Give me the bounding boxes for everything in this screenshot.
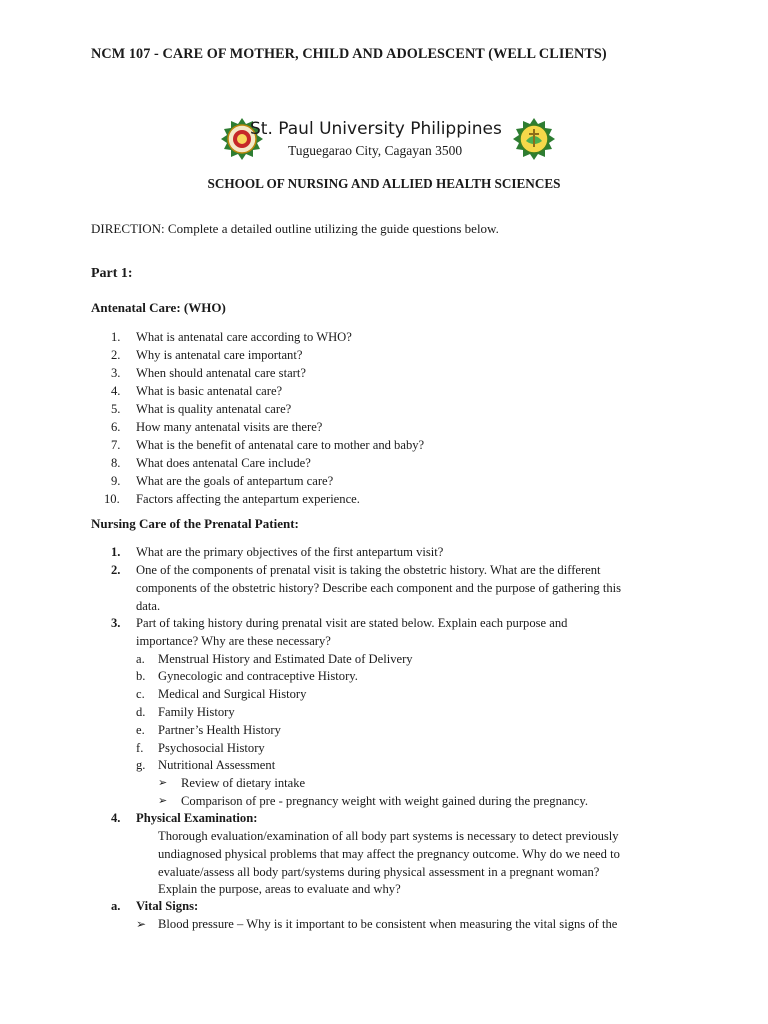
- sub-item-text: Medical and Surgical History: [158, 687, 307, 701]
- sub-item-text: Family History: [158, 705, 235, 719]
- blood-pressure-text: Blood pressure – Why is it important to be consistent when measuring the vital signs of the: [158, 917, 618, 931]
- part-title: Part 1:: [91, 266, 133, 281]
- sub-item-text: Menstrual History and Estimated Date of Delivery: [158, 652, 413, 666]
- list-item: 10. Factors affecting the antepartum experience.: [104, 492, 360, 506]
- sub-item-text: Nutritional Assessment: [158, 758, 276, 772]
- question-text-line: undiagnosed physical problems that may affect the pregnancy outcome. Why do we need to: [158, 847, 620, 861]
- course-title: NCM 107 - CARE OF MOTHER, CHILD AND ADOLESCENT (WELL CLIENTS): [91, 46, 607, 62]
- sub-item-text: Psychosocial History: [158, 741, 265, 755]
- list-item: 6. How many antenatal visits are there?: [111, 420, 323, 434]
- list-item: 8. What does antenatal Care include?: [111, 456, 311, 470]
- question-number: 1.: [111, 545, 121, 559]
- sub-item-letter: d.: [136, 705, 146, 719]
- question-number: 4.: [111, 811, 121, 825]
- question-text-line: components of the obstetric history? Describe each component and the purpose of gathering this: [136, 581, 622, 595]
- sub-item-letter: e.: [136, 723, 145, 737]
- school-seal-icon: [512, 117, 556, 161]
- list-item: 5. What is quality antenatal care?: [111, 402, 292, 416]
- antenatal-question-list: [91, 328, 424, 508]
- direction-text: DIRECTION: Complete a detailed outline utilizing the guide questions below.: [91, 221, 499, 236]
- list-item: 3. When should antenatal care start?: [111, 366, 306, 380]
- sub-item-text: Gynecologic and contraceptive History.: [158, 669, 358, 683]
- question-text-line: Part of taking history during prenatal visit are stated below. Explain each purpose and: [136, 616, 568, 630]
- list-item: 7. What is the benefit of antenatal care to mother and baby?: [111, 438, 425, 452]
- bullet-text: Review of dietary intake: [181, 776, 306, 790]
- arrow-bullet-icon: ➢: [158, 795, 168, 807]
- question-text-line: data.: [136, 599, 161, 613]
- sub-item-letter: g.: [136, 758, 146, 772]
- vital-signs-letter: a.: [111, 899, 121, 913]
- arrow-bullet-icon: ➢: [158, 777, 168, 789]
- question-number: 2.: [111, 563, 121, 577]
- question-text: What are the primary objectives of the first antepartum visit?: [136, 545, 444, 559]
- sub-item-letter: a.: [136, 652, 145, 666]
- antenatal-heading: Antenatal Care: (WHO): [91, 300, 226, 315]
- sub-item-text: Partner’s Health History: [158, 723, 281, 737]
- question-text-line: evaluate/assess all body part/systems during physical assessment in a pregnant woman?: [158, 865, 600, 879]
- university-city: Tuguegarao City, Cagayan 3500: [288, 143, 463, 158]
- school-name: SCHOOL OF NURSING AND ALLIED HEALTH SCIENCES: [207, 176, 561, 191]
- bullet-text: Comparison of pre - pregnancy weight with weight gained during the pregnancy.: [181, 794, 588, 808]
- list-item: 9. What are the goals of antepartum care?: [111, 474, 334, 488]
- list-item: 2. Why is antenatal care important?: [111, 348, 303, 362]
- question-text-line: One of the components of prenatal visit is taking the obstetric history. What are the different: [136, 563, 601, 577]
- sub-item-letter: c.: [136, 687, 145, 701]
- question-text-line: Thorough evaluation/examination of all body part systems is necessary to detect previously: [158, 829, 619, 843]
- vital-signs-title: Vital Signs:: [136, 899, 199, 913]
- list-item: 4. What is basic antenatal care?: [111, 384, 283, 398]
- question-text-line: Explain the purpose, areas to evaluate and why?: [158, 882, 401, 896]
- question-text-line: importance? Why are these necessary?: [136, 634, 331, 648]
- nursing-care-heading: Nursing Care of the Prenatal Patient:: [91, 516, 299, 531]
- sub-item-letter: b.: [136, 669, 146, 683]
- arrow-bullet-icon: ➢: [136, 917, 147, 931]
- physical-exam-title: Physical Examination:: [136, 811, 258, 825]
- list-item: 1. What is antenatal care according to WHO?: [111, 330, 352, 344]
- question-number: 3.: [111, 616, 121, 630]
- sub-item-letter: f.: [136, 741, 144, 755]
- university-name: St. Paul University Philippines: [250, 119, 502, 139]
